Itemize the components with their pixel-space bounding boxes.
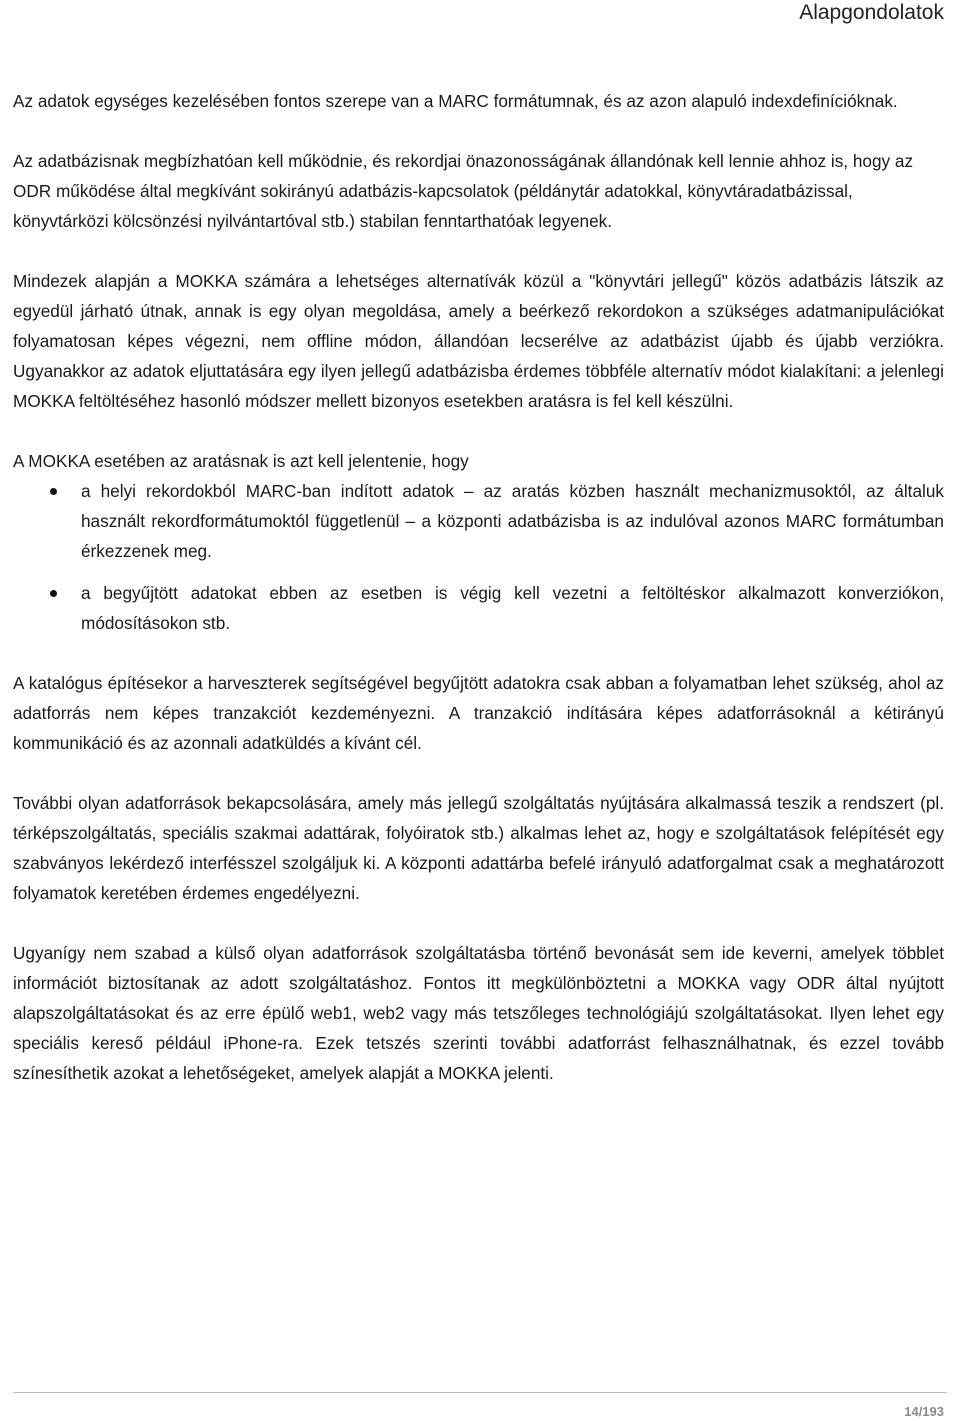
- footer-divider: [13, 1392, 947, 1393]
- bullet-icon: [50, 488, 57, 495]
- bullet-icon: [50, 590, 57, 597]
- list-item-text: a helyi rekordokból MARC-ban indított adatok – az aratás közben használt mechanizmusoktól, az általuk használt rekordformátumoktól függetlenül – a központi adatbázisba is az indulóval azonos MARC formátumban érkezzenek meg.: [81, 481, 944, 561]
- paragraph-mokka-alternatives: Mindezek alapján a MOKKA számára a lehetséges alternatívák közül a "könyvtári jellegű" közös adatbázis látszik az egyedül járható útnak, annak is egy olyan megoldása, amely a beérkező rekordokon a szükséges adatmanipulációkat folyamatosan képes végezni, nem offline módon, állandóan lecserélve az adatbázist újabb és újabb verziókra. Ugyanakkor az adatok eljuttatására egy ilyen jellegű adatbázisba érdemes többféle alternatív módot kialakítani: a jelenlegi MOKKA feltöltéséhez hasonló módszer mellett bizonyos esetekben aratásra is fel kell készülni.: [13, 271, 944, 411]
- paragraph-harvesters: A katalógus építésekor a harveszterek segítségével begyűjtött adatokra csak abban a folyamatban lehet szükség, ahol az adatforrás nem képes tranzakciót kezdeményezni. A tranzakció indítására képes adatforrásoknál a kétirányú kommunikáció és az azonnali adatküldés a kívánt cél.: [13, 673, 944, 753]
- document-body: [13, 86, 944, 1118]
- list-item: [13, 476, 944, 566]
- paragraph-database-reliability: Az adatbázisnak megbízhatóan kell működnie, és rekordjai önazonosságának állandónak kell lennie ahhoz is, hogy az ODR működése által megkívánt sokirányú adatbázis-kapcsolatok (példánytár adatokkal, könyvtáradatbázissal, könyvtárközi kölcsönzési nyilvántartóval stb.) stabilan fenntarthatóak legyenek.: [13, 151, 914, 231]
- harvest-requirements-list: [13, 476, 944, 638]
- list-item: [13, 578, 944, 638]
- list-intro: A MOKKA esetében az aratásnak is azt kell jelentenie, hogy: [13, 451, 469, 471]
- paragraph-external-sources: Ugyanígy nem szabad a külső olyan adatforrások szolgáltatásba történő bevonását sem ide keverni, amelyek többlet információt biztosítanak az adott szolgáltatáshoz. Fontos itt megkülönböztetni a MOKKA vagy ODR által nyújtott alapszolgáltatásokat és az erre épülő web1, web2 vagy más tetszőleges technológiájú szolgáltatásokat. Ilyen lehet egy speciális kereső például iPhone-ra. Ezek tetszés szerinti további adatforrást felhasználhatnak, és ezzel tovább színesíthetik azokat a lehetőségeket, amelyek alapját a MOKKA jelenti.: [13, 943, 944, 1083]
- list-item-text: a begyűjtött adatokat ebben az esetben is végig kell vezetni a feltöltéskor alkalmazott konverziókon, módosításokon stb.: [81, 583, 944, 633]
- page-number: 14/193: [904, 1404, 944, 1419]
- running-header-title: Alapgondolatok: [799, 1, 944, 24]
- paragraph-additional-sources: További olyan adatforrások bekapcsolására, amely más jellegű szolgáltatás nyújtására alkalmassá teszik a rendszert (pl. térképszolgáltatás, speciális szakmai adattárak, folyóiratok stb.) alkalmas lehet az, hogy e szolgáltatások felépítését egy szabványos lekérdező interfésszel szolgáljuk ki. A központi adattárba befelé irányuló adatforgalmat csak a meghatározott folyamatok keretében érdemes engedélyezni.: [13, 793, 944, 903]
- paragraph-marc-format: Az adatok egységes kezelésében fontos szerepe van a MARC formátumnak, és az azon alapuló indexdefinícióknak.: [13, 91, 898, 111]
